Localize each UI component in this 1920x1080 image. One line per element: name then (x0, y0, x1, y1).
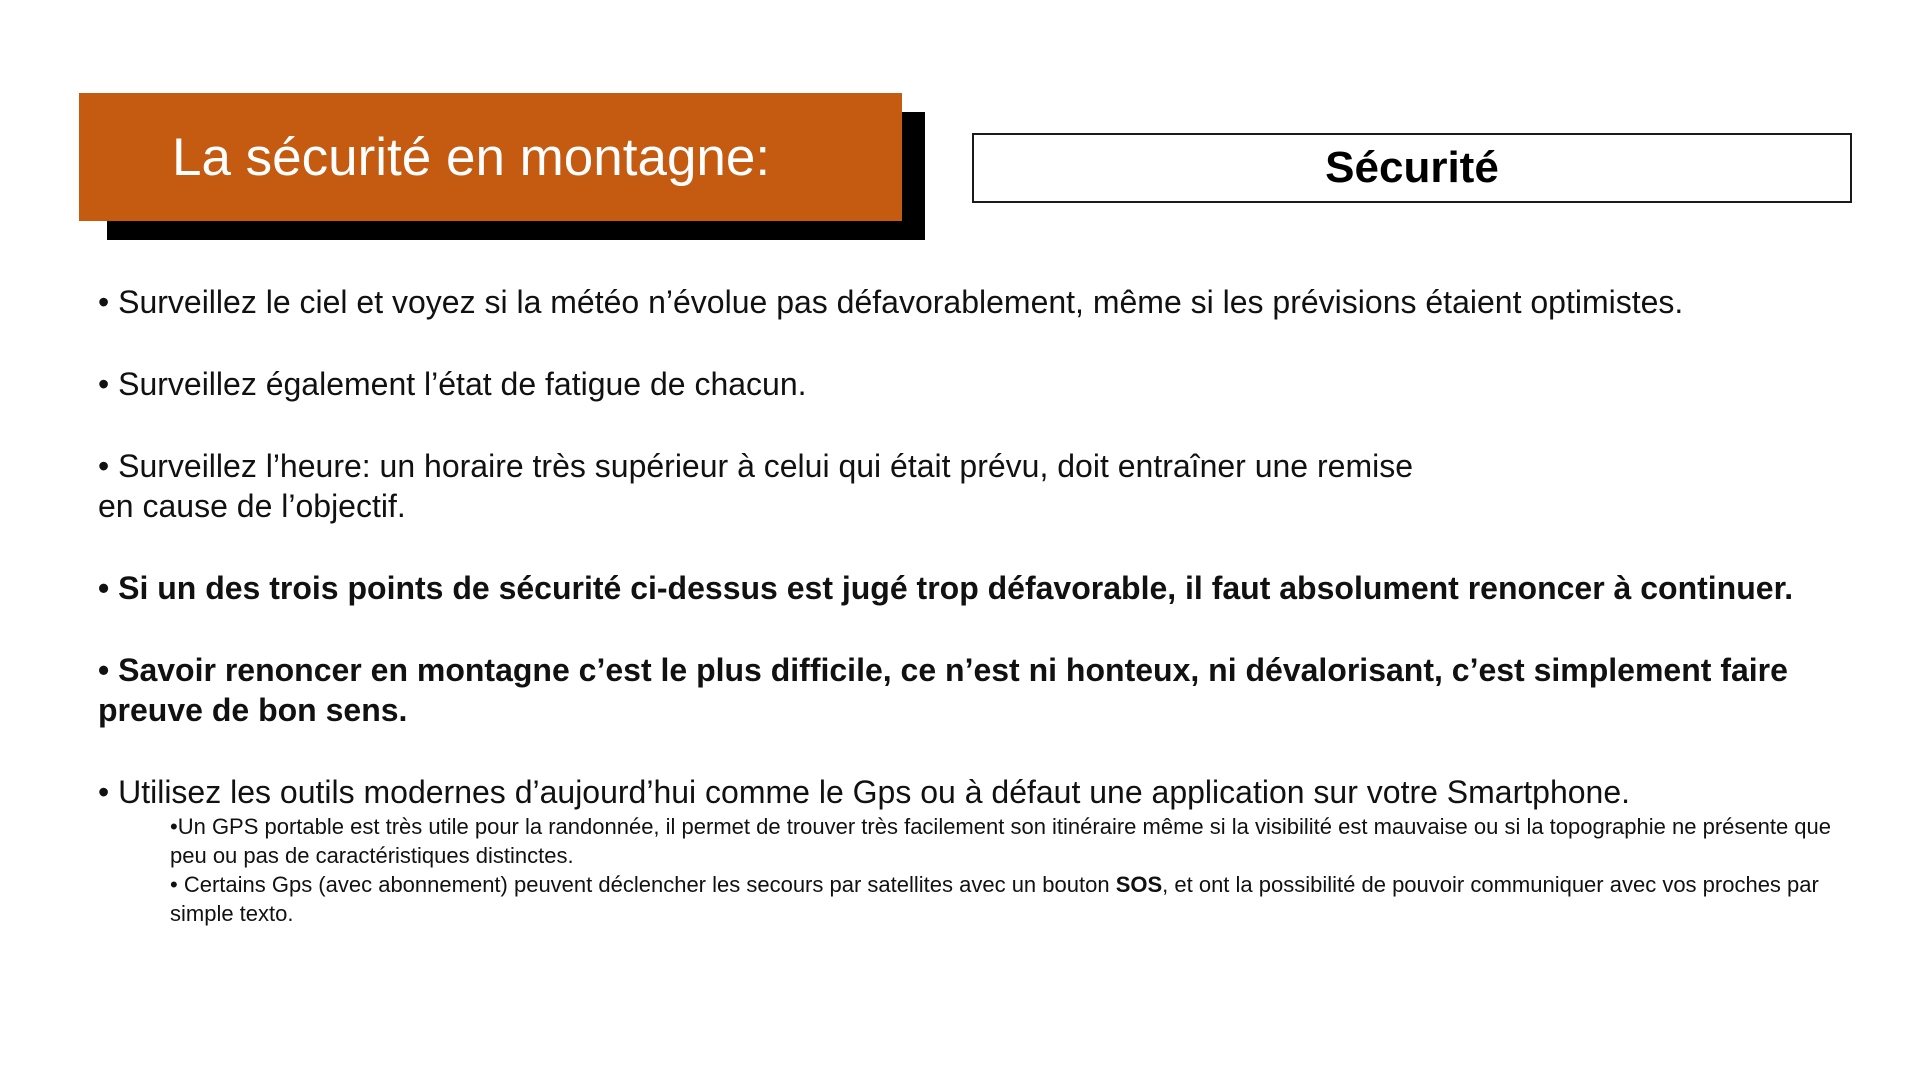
bullet-renounce-sense: • Savoir renoncer en montagne c’est le plus difficile, ce n’est ni honteux, ni dévalorisant, c’est simplement faire preuve de bon sens. (98, 652, 1788, 728)
sub-bullet-sos (170, 870, 1858, 928)
bullet-time-line1: • Surveillez l’heure: un horaire très supérieur à celui qui était prévu, doit entraîner une remise (98, 448, 1413, 484)
bullet-fatigue: • Surveillez également l’état de fatigue de chacun. (98, 366, 807, 402)
bullet-time-line2: en cause de l’objectif. (98, 488, 406, 524)
content-body (98, 282, 1858, 928)
title-banner (79, 93, 902, 221)
sos-text-after: , et ont la possibilité de pouvoir communiquer avec vos proches par simple texto. (170, 872, 1819, 926)
bullet-modern-tools: • Utilisez les outils modernes d’aujourd’hui comme le Gps ou à défaut une application sur votre Smartphone. (98, 774, 1631, 810)
sos-keyword: SOS (1115, 872, 1163, 897)
bullet-renounce-points: • Si un des trois points de sécurité ci-dessus est jugé trop défavorable, il faut absolument renoncer à continuer. (98, 570, 1794, 606)
page-title: La sécurité en montagne: (172, 127, 771, 187)
sub-bullet-gps: •Un GPS portable est très utile pour la randonnée, il permet de trouver très facilement son itinéraire même si la visibilité est mauvaise ou si la topographie ne présente que peu ou pas de caractéristiques distinctes. (170, 814, 1832, 868)
section-tag-box (972, 133, 1852, 203)
section-tag: Sécurité (1325, 143, 1499, 192)
sos-text-before: • Certains Gps (avec abonnement) peuvent déclencher les secours par satellites avec un bouton (170, 872, 1116, 897)
bullet-weather: • Surveillez le ciel et voyez si la météo n’évolue pas défavorablement, même si les prévisions étaient optimistes. (98, 284, 1684, 320)
gps-sub-bullets (170, 812, 1858, 928)
